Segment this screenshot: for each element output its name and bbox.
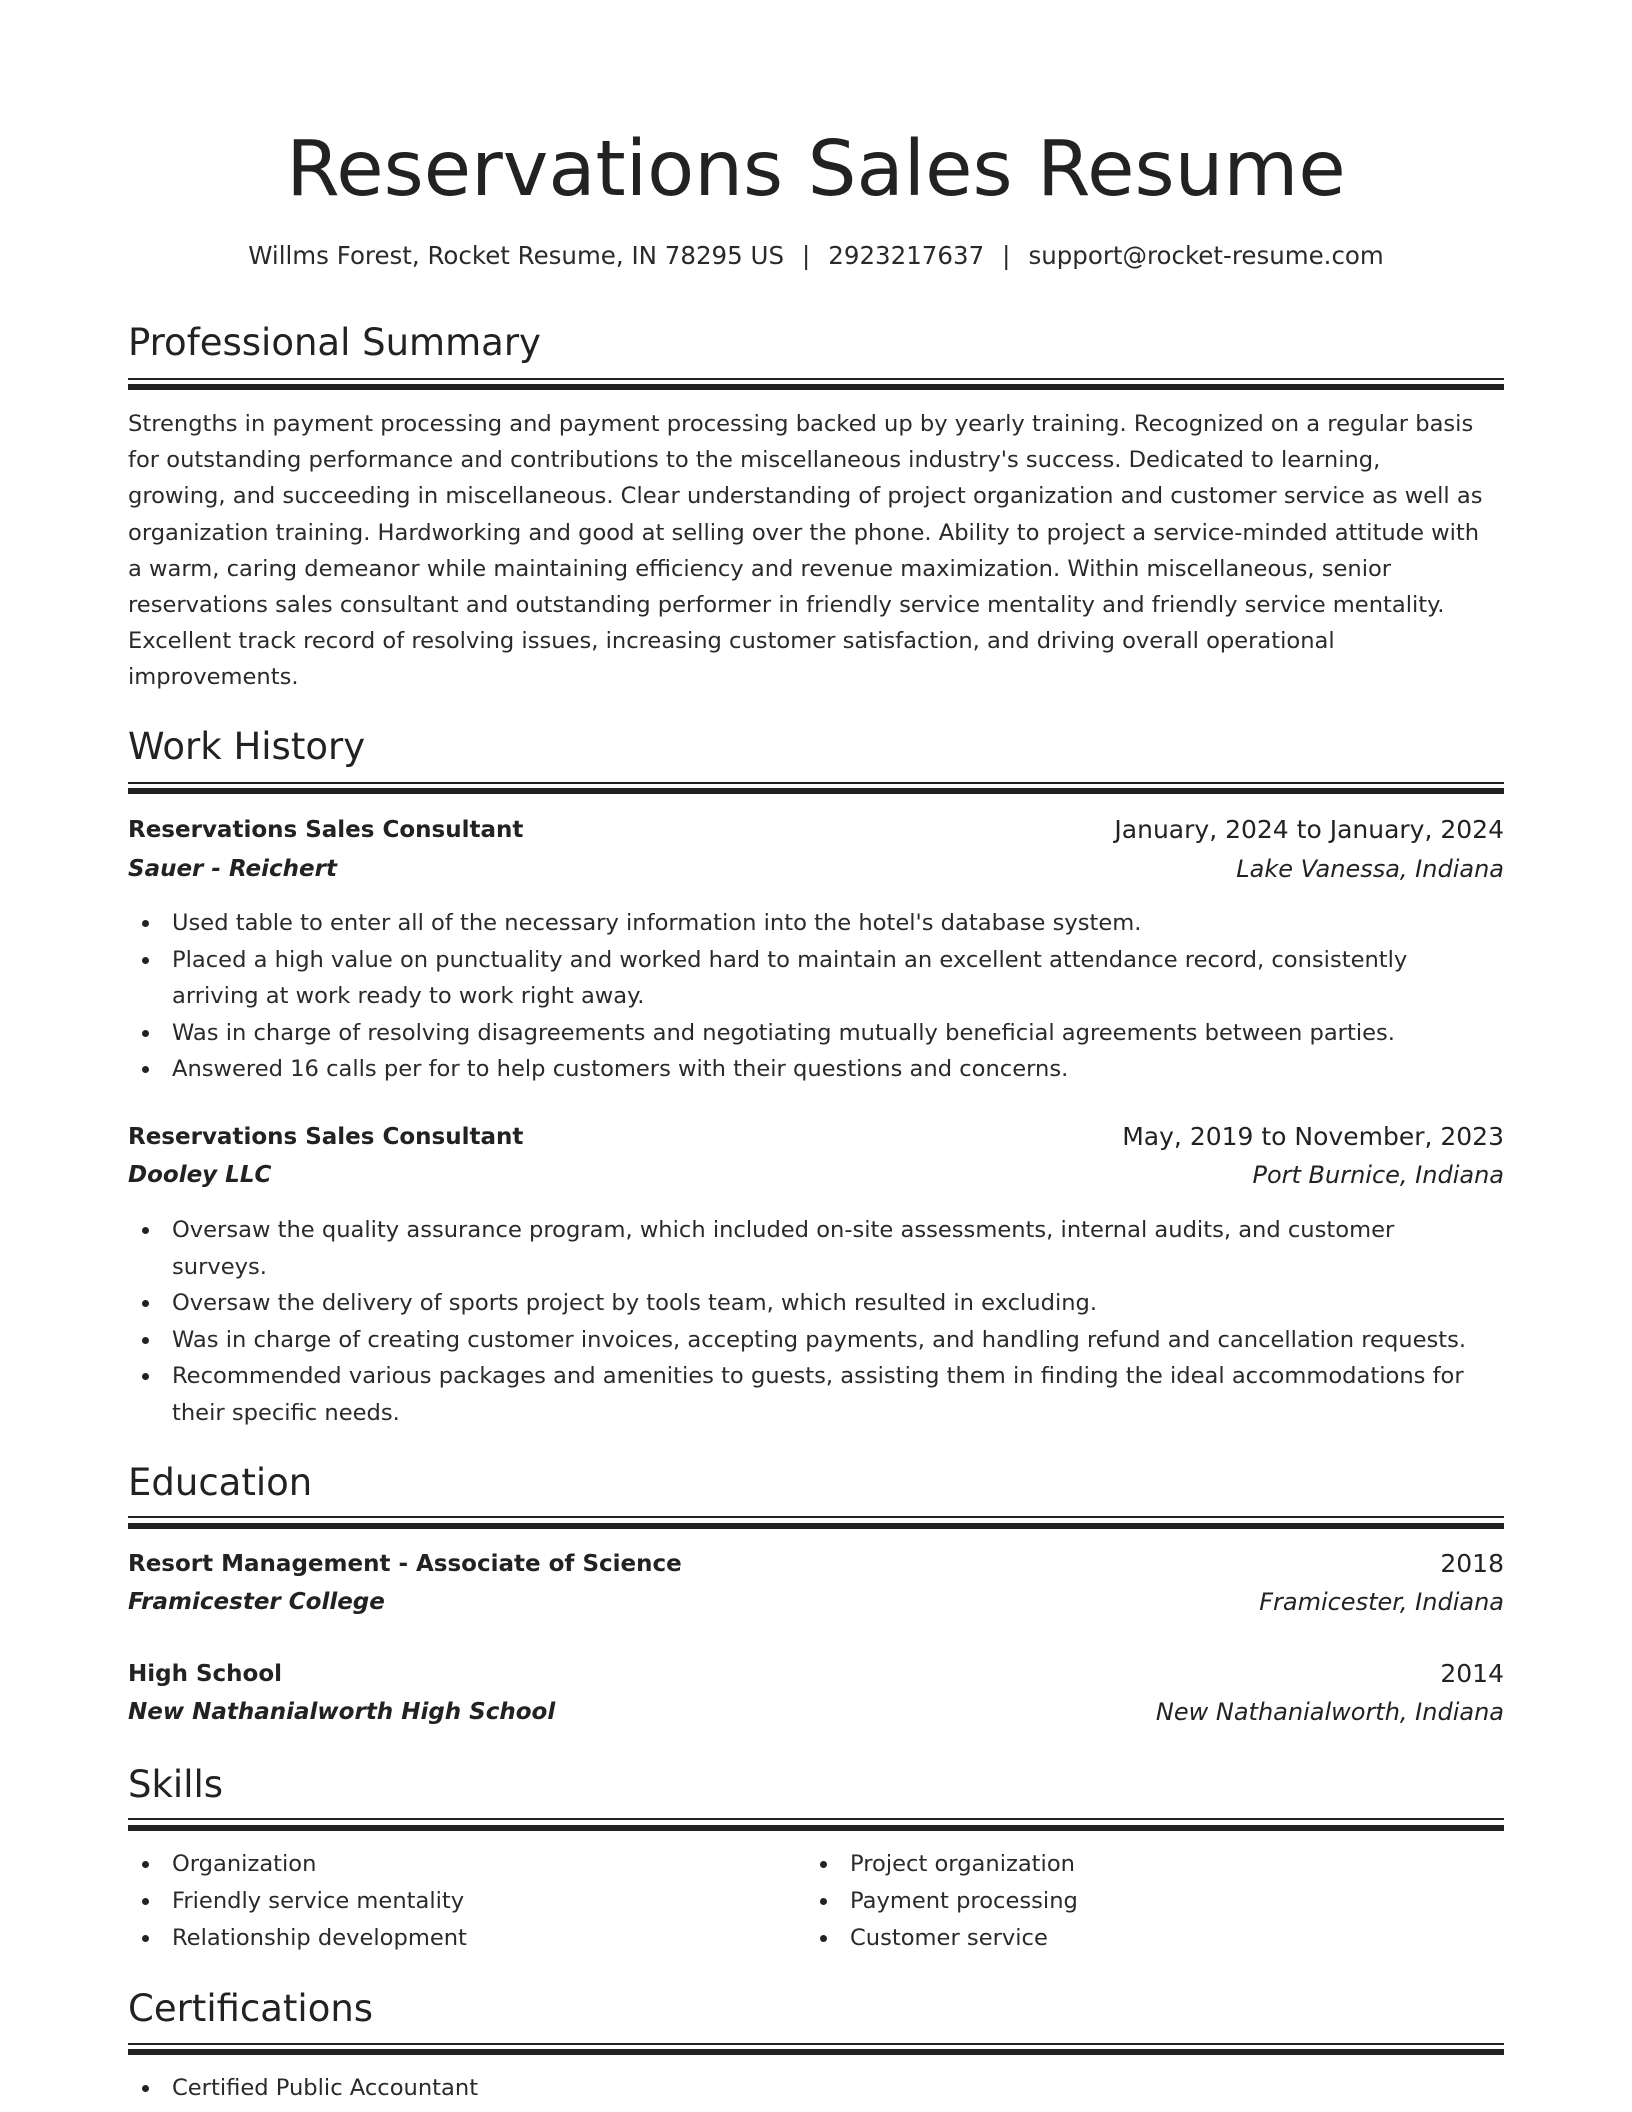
education-school: Framicester College	[128, 1589, 385, 1615]
section-divider	[128, 378, 1504, 380]
contact-email: support@rocket-resume.com	[1028, 241, 1384, 270]
job-bullet: Was in charge of creating customer invoices, accepting payments, and handling refund and cancellation requests.	[128, 1322, 1504, 1359]
job-company: Sauer - Reichert	[128, 856, 337, 882]
job-bullets	[128, 1212, 1504, 1431]
job-bullet: Used table to enter all of the necessary information into the hotel's database system.	[128, 905, 1504, 942]
contact-line	[128, 238, 1504, 274]
job-dates: January, 2024 to January, 2024	[1114, 815, 1504, 844]
job-bullet: Oversaw the delivery of sports project by tools team, which resulted in excluding.	[128, 1285, 1504, 1322]
job-bullet: Oversaw the quality assurance program, which included on-site assessments, internal audits, and customer surveys.	[128, 1212, 1504, 1285]
section-divider	[128, 782, 1504, 784]
certifications-list	[128, 2070, 478, 2107]
education-header	[128, 1655, 1504, 1693]
skill-item: Customer service	[806, 1920, 1078, 1957]
section-heading-work: Work History	[128, 725, 366, 768]
education-subheader	[128, 1583, 1504, 1621]
job-bullet: Was in charge of resolving disagreements and negotiating mutually beneficial agreements between parties.	[128, 1015, 1504, 1052]
section-divider	[128, 2049, 1504, 2055]
summary-line: growing, and succeeding in miscellaneous. Clear understanding of project organization and customer service as well as	[128, 483, 1483, 510]
job-header	[128, 1118, 1504, 1156]
job-dates: May, 2019 to November, 2023	[1122, 1122, 1504, 1151]
skills-list-left	[128, 1846, 467, 1957]
education-subheader	[128, 1693, 1504, 1731]
job-title: Reservations Sales Consultant	[128, 1124, 524, 1150]
contact-separator: |	[1002, 241, 1011, 270]
certifications-section	[128, 1984, 1504, 2034]
section-divider	[128, 1516, 1504, 1518]
summary-text	[128, 406, 1504, 696]
skill-item: Organization	[128, 1846, 467, 1883]
skills-section	[128, 1760, 1504, 1810]
job-location: Port Burnice, Indiana	[1252, 1161, 1504, 1189]
job-header	[128, 811, 1504, 849]
education-year: 2018	[1440, 1549, 1504, 1578]
section-divider	[128, 384, 1504, 390]
summary-line: for outstanding performance and contributions to the miscellaneous industry's success. Dedicated to learning,	[128, 447, 1381, 474]
summary-line: reservations sales consultant and outstanding performer in friendly service mentality and friendly service mentality.	[128, 592, 1445, 619]
section-divider	[128, 2043, 1504, 2045]
summary-line: a warm, caring demeanor while maintaining efficiency and revenue maximization. Within miscellaneous, senior	[128, 555, 1392, 582]
section-divider	[128, 1818, 1504, 1820]
skill-item: Friendly service mentality	[128, 1883, 467, 1920]
job-bullet: Placed a high value on punctuality and worked hard to maintain an excellent attendance record, consistently arriving at work ready to work right away.	[128, 942, 1504, 1015]
summary-line: Excellent track record of resolving issues, increasing customer satisfaction, and driving overall operational	[128, 628, 1335, 655]
job-location: Lake Vanessa, Indiana	[1236, 855, 1504, 883]
skill-item: Relationship development	[128, 1920, 467, 1957]
section-heading-skills: Skills	[128, 1763, 224, 1806]
job-subheader	[128, 1156, 1504, 1194]
work-section	[128, 722, 1504, 772]
skill-item: Project organization	[806, 1846, 1078, 1883]
education-location: New Nathanialworth, Indiana	[1155, 1698, 1504, 1726]
certification-item: Certified Public Accountant	[128, 2070, 478, 2107]
summary-section	[128, 318, 1504, 368]
contact-address: Willms Forest, Rocket Resume, IN 78295 US	[248, 241, 785, 270]
education-school: New Nathanialworth High School	[128, 1699, 556, 1725]
section-heading-certifications: Certifications	[128, 1987, 374, 2030]
section-heading-education: Education	[128, 1461, 313, 1504]
job-company: Dooley LLC	[128, 1162, 272, 1188]
education-year: 2014	[1440, 1659, 1504, 1688]
section-divider	[128, 1825, 1504, 1831]
section-heading-summary: Professional Summary	[128, 321, 541, 364]
section-divider	[128, 788, 1504, 794]
summary-line: Strengths in payment processing and payment processing backed up by yearly training. Recognized on a regular basis	[128, 411, 1474, 437]
contact-phone: 2923217637	[828, 241, 985, 270]
job-bullet: Recommended various packages and amenities to guests, assisting them in finding the ideal accommodations for their specific needs.	[128, 1358, 1504, 1431]
education-header	[128, 1545, 1504, 1583]
education-section	[128, 1458, 1504, 1508]
summary-line: organization training. Hardworking and good at selling over the phone. Ability to project a service-minded attitude with	[128, 519, 1480, 546]
job-title: Reservations Sales Consultant	[128, 817, 524, 843]
education-degree: Resort Management - Associate of Science	[128, 1551, 682, 1577]
skills-list-right	[806, 1846, 1078, 1957]
job-bullet: Answered 16 calls per for to help customers with their questions and concerns.	[128, 1051, 1504, 1088]
job-subheader	[128, 850, 1504, 888]
contact-separator: |	[802, 241, 811, 270]
resume-title: Reservations Sales Resume	[286, 125, 1346, 214]
education-location: Framicester, Indiana	[1259, 1588, 1504, 1616]
summary-line: improvements.	[128, 664, 299, 691]
skill-item: Payment processing	[806, 1883, 1078, 1920]
education-degree: High School	[128, 1661, 283, 1687]
section-divider	[128, 1523, 1504, 1529]
job-bullets	[128, 905, 1504, 1088]
